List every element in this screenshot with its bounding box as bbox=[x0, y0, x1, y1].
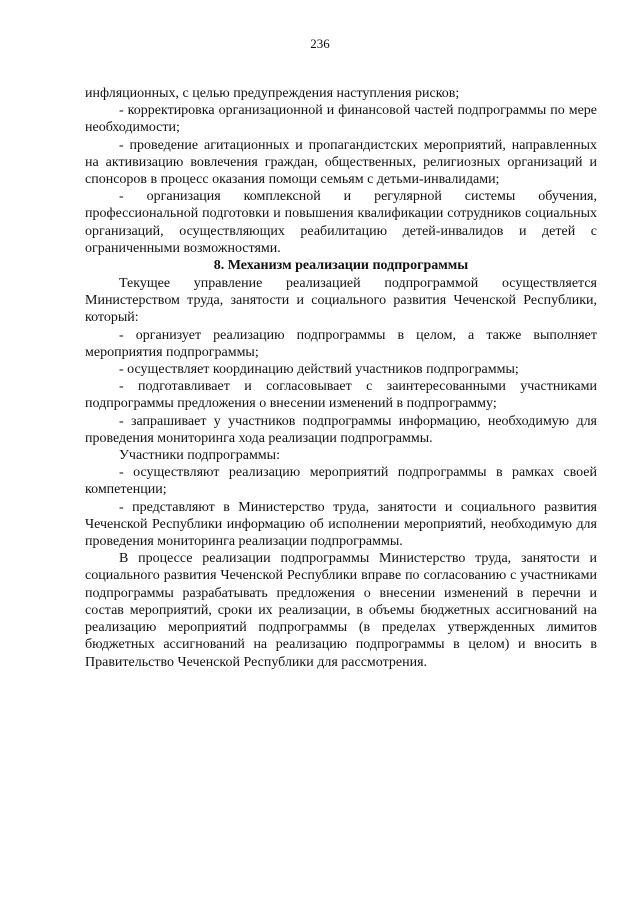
paragraph: - корректировка организационной и финансовой частей подпрограммы по мере необходимости; bbox=[85, 103, 597, 136]
paragraph: - организация комплексной и регулярной системы обучения, профессиональной подготовки и повышения квалификации сотрудников социальных организаций, осуществляющих реабилитацию детей-инвалидов и детей с ограниченными возможностями. bbox=[85, 189, 597, 256]
paragraph: - организует реализацию подпрограммы в целом, а также выполняет мероприятия подпрограммы; bbox=[85, 327, 597, 360]
paragraph: - проведение агитационных и пропагандистских мероприятий, направленных на активизацию вовлечения граждан, общественных, религиозных организаций и спонсоров в процесс оказания помощи семьям с детьми-инвалидами; bbox=[85, 137, 597, 188]
section-heading: 8. Механизм реализации подпрограммы bbox=[213, 258, 469, 274]
document-body bbox=[85, 85, 597, 671]
paragraph: инфляционных, с целью предупреждения наступления рисков; bbox=[85, 86, 460, 101]
paragraphs-after-section bbox=[85, 275, 597, 671]
paragraph: Участники подпрограммы: bbox=[119, 448, 280, 464]
paragraph: - осуществляют реализацию мероприятий подпрограммы в рамках своей компетенции; bbox=[85, 465, 597, 498]
paragraph: Текущее управление реализацией подпрограммой осуществляется Министерством труда, занятости и социального развития Чеченской Республики, который: bbox=[85, 276, 597, 326]
paragraph: - осуществляет координацию действий участников подпрограммы; bbox=[119, 362, 519, 378]
paragraph: - представляют в Министерство труда, занятости и социального развития Чеченской Республики информацию об исполнении мероприятий, необходимую для проведения мониторинга реализации подпрограммы. bbox=[85, 499, 597, 550]
page-number: 236 bbox=[310, 36, 330, 51]
paragraphs-before-section bbox=[85, 85, 597, 257]
paragraph: - запрашивает у участников подпрограммы информацию, необходимую для проведения мониторинга хода реализации подпрограммы. bbox=[85, 413, 597, 446]
paragraph: - подготавливает и согласовывает с заинтересованными участниками подпрограммы предложения о внесении изменений в подпрограмму; bbox=[85, 379, 597, 412]
paragraph: В процессе реализации подпрограммы Министерство труда, занятости и социального развития Чеченской Республики вправе по согласованию с участниками подпрограммы разрабатывать предложения о внесении изменений в перечни и состав мероприятий, сроки их реализации, в объемы бюджетных ассигнований на реализацию мероприятий подпрограммы (в пределах утвержденных лимитов бюджетных ассигнований на реализацию подпрограммы в целом) и вносить в Правительство Чеченской Республики для рассмотрения. bbox=[85, 551, 597, 670]
